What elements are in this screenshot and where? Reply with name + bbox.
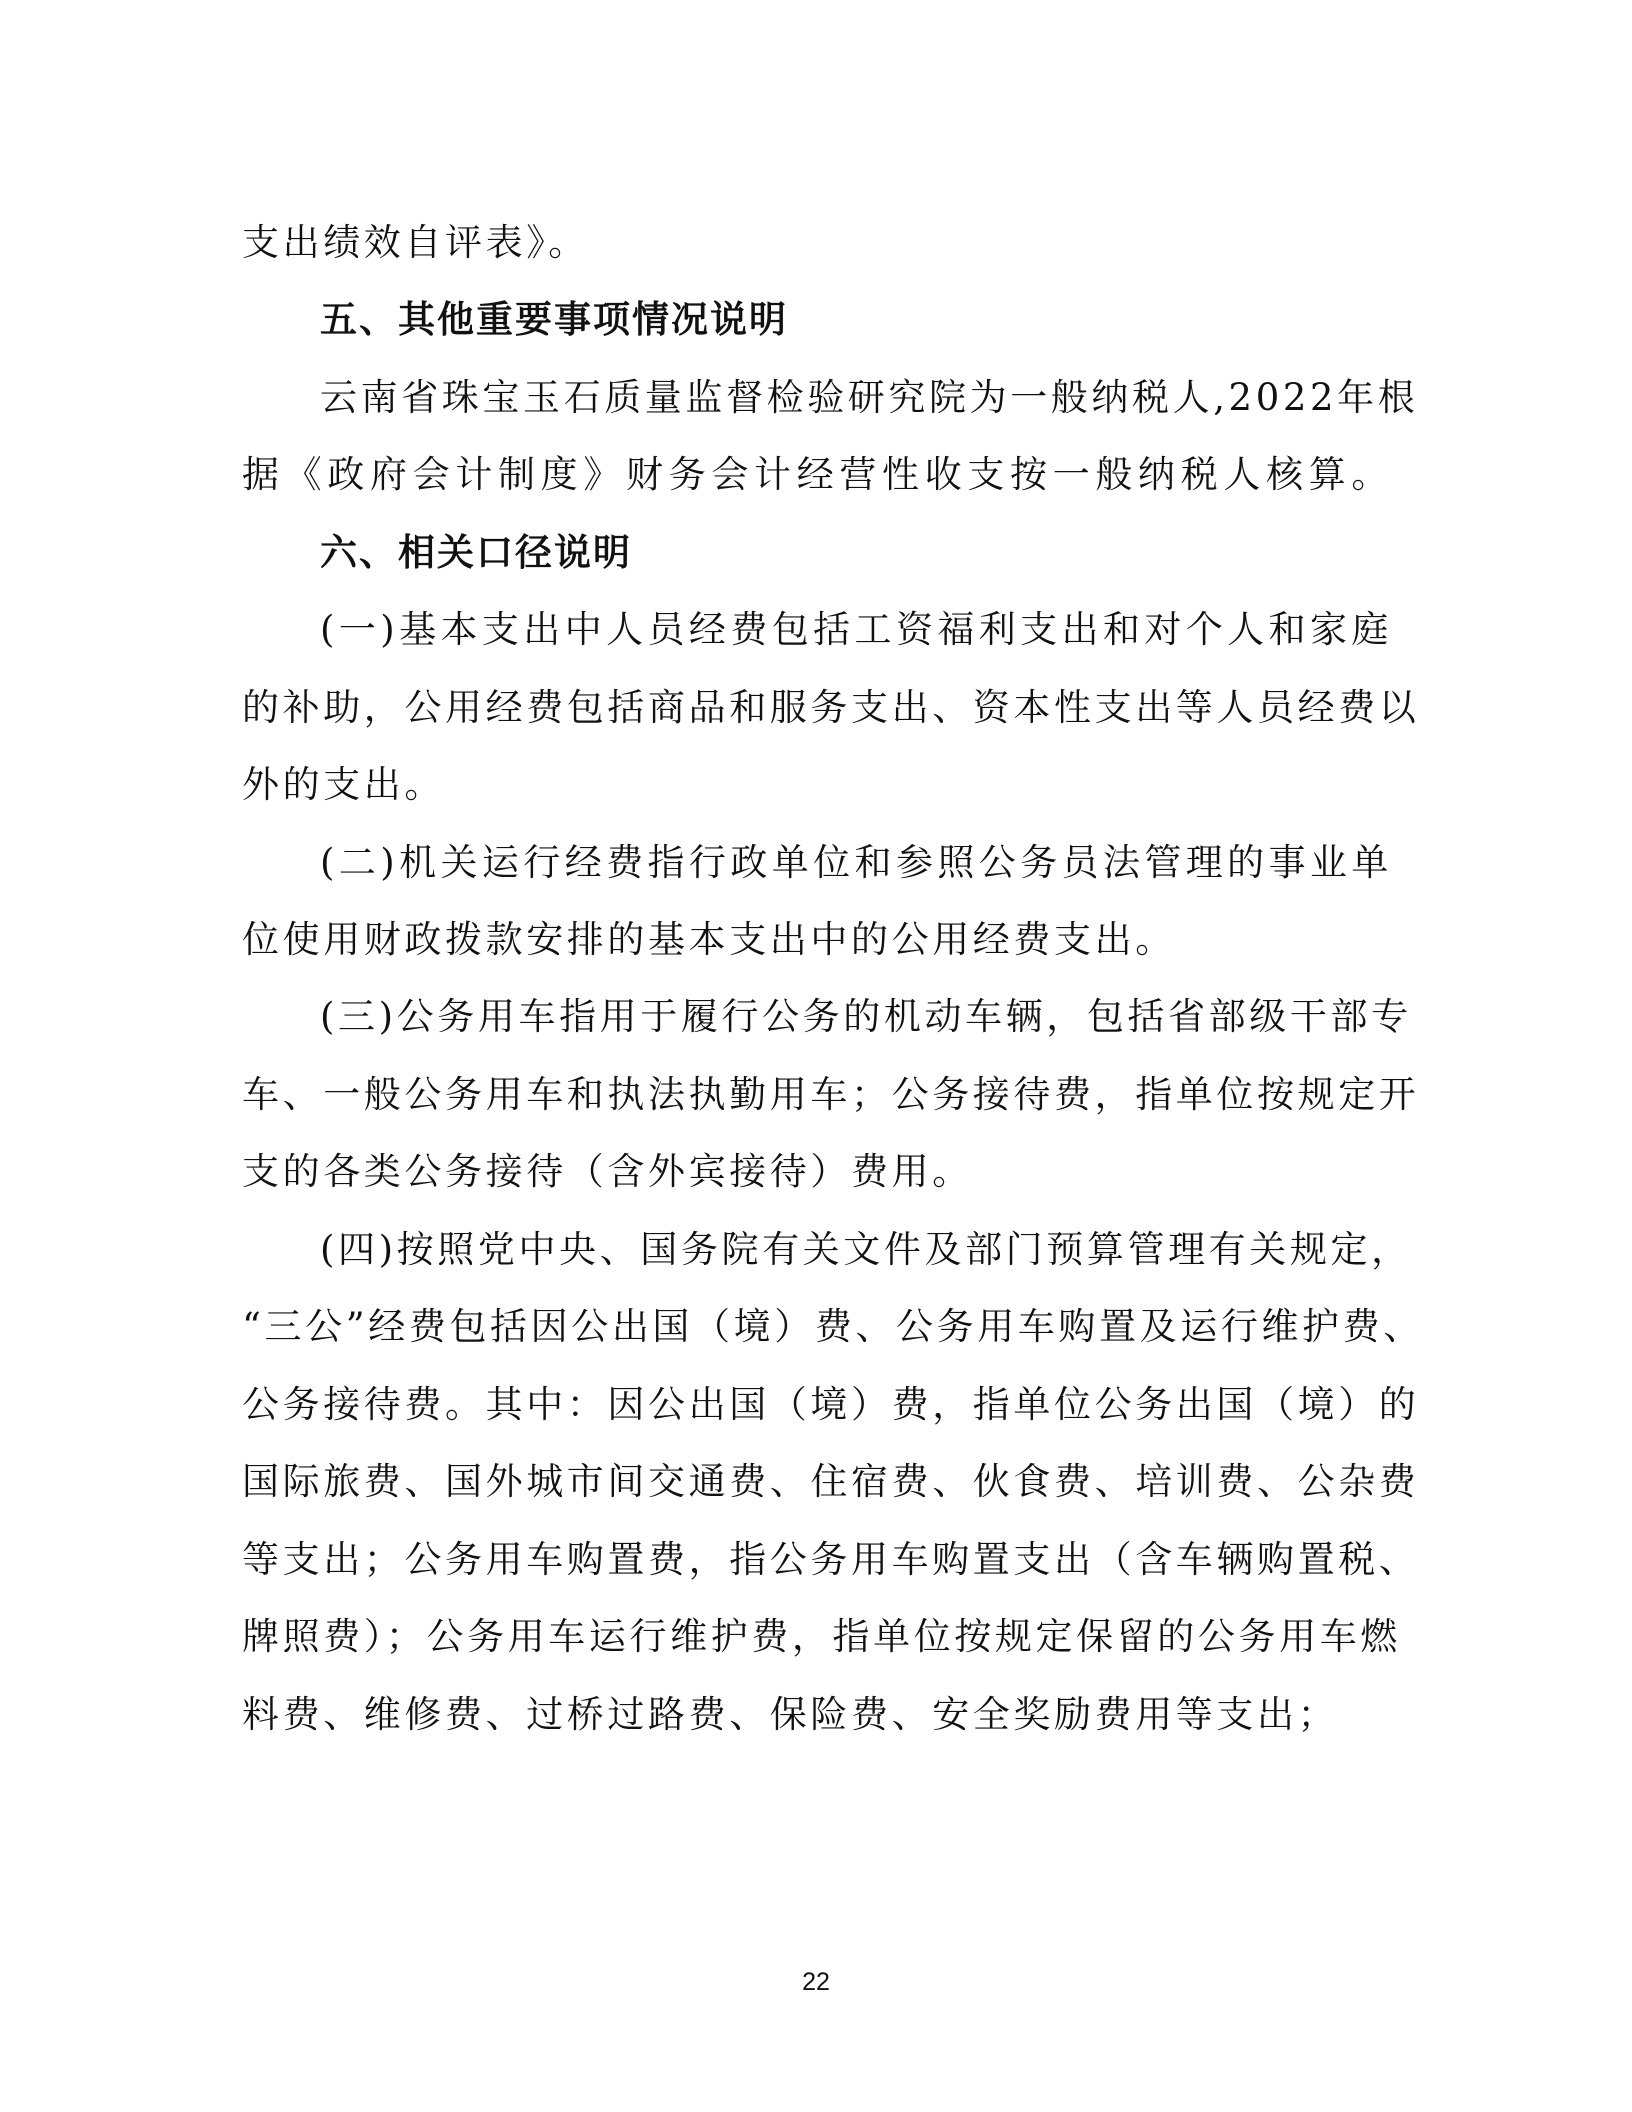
text-line: 的补助，公用经费包括商品和服务支出、资本性支出等人员经费以 [242,686,1420,729]
text-line: 云南省珠宝玉石质量监督检验研究院为一般纳税人,2022年根 [320,376,1419,419]
text-line: (一)基本支出中人员经费包括工资福利支出和对个人和家庭 [320,608,1392,651]
text-line: 支出绩效自评表》。 [242,221,589,264]
text-line: 等支出；公务用车购置费，指公务用车购置支出（含车辆购置税、 [242,1538,1420,1581]
text-line: “三公”经费包括因公出国（境）费、公务用车购置及运行维护费、 [242,1305,1424,1348]
page-number: 22 [802,1968,830,1996]
text-line: (二)机关运行经费指行政单位和参照公务员法管理的事业单 [320,841,1392,884]
text-line: 公务接待费。其中：因公出国（境）费，指单位公务出国（境）的 [242,1383,1420,1426]
text-line: 牌照费）；公务用车运行维护费，指单位按规定保留的公务用车燃 [242,1615,1401,1658]
text-line: 外的支出。 [242,763,445,806]
text-line: 料费、维修费、过桥过路费、保险费、安全奖励费用等支出； [242,1693,1339,1736]
text-line: 车、一般公务用车和执法执勤用车；公务接待费，指单位按规定开 [242,1073,1420,1116]
text-line: 位使用财政拨款安排的基本支出中的公用经费支出。 [242,918,1176,961]
text-line: 据《政府会计制度》财务会计经营性收支按一般纳税人核算。 [242,453,1392,496]
text-line: (三)公务用车指用于履行公务的机动车辆，包括省部级干部专 [320,995,1412,1038]
section-heading-other-matters: 五、其他重要事项情况说明 [320,298,788,341]
text-line: 支的各类公务接待（含外宾接待）费用。 [242,1150,973,1193]
text-line: (四)按照党中央、国务院有关文件及部门预算管理有关规定， [320,1228,1412,1271]
section-heading-definitions: 六、相关口径说明 [320,531,632,574]
text-line: 国际旅费、国外城市间交通费、住宿费、伙食费、培训费、公杂费 [242,1460,1420,1503]
